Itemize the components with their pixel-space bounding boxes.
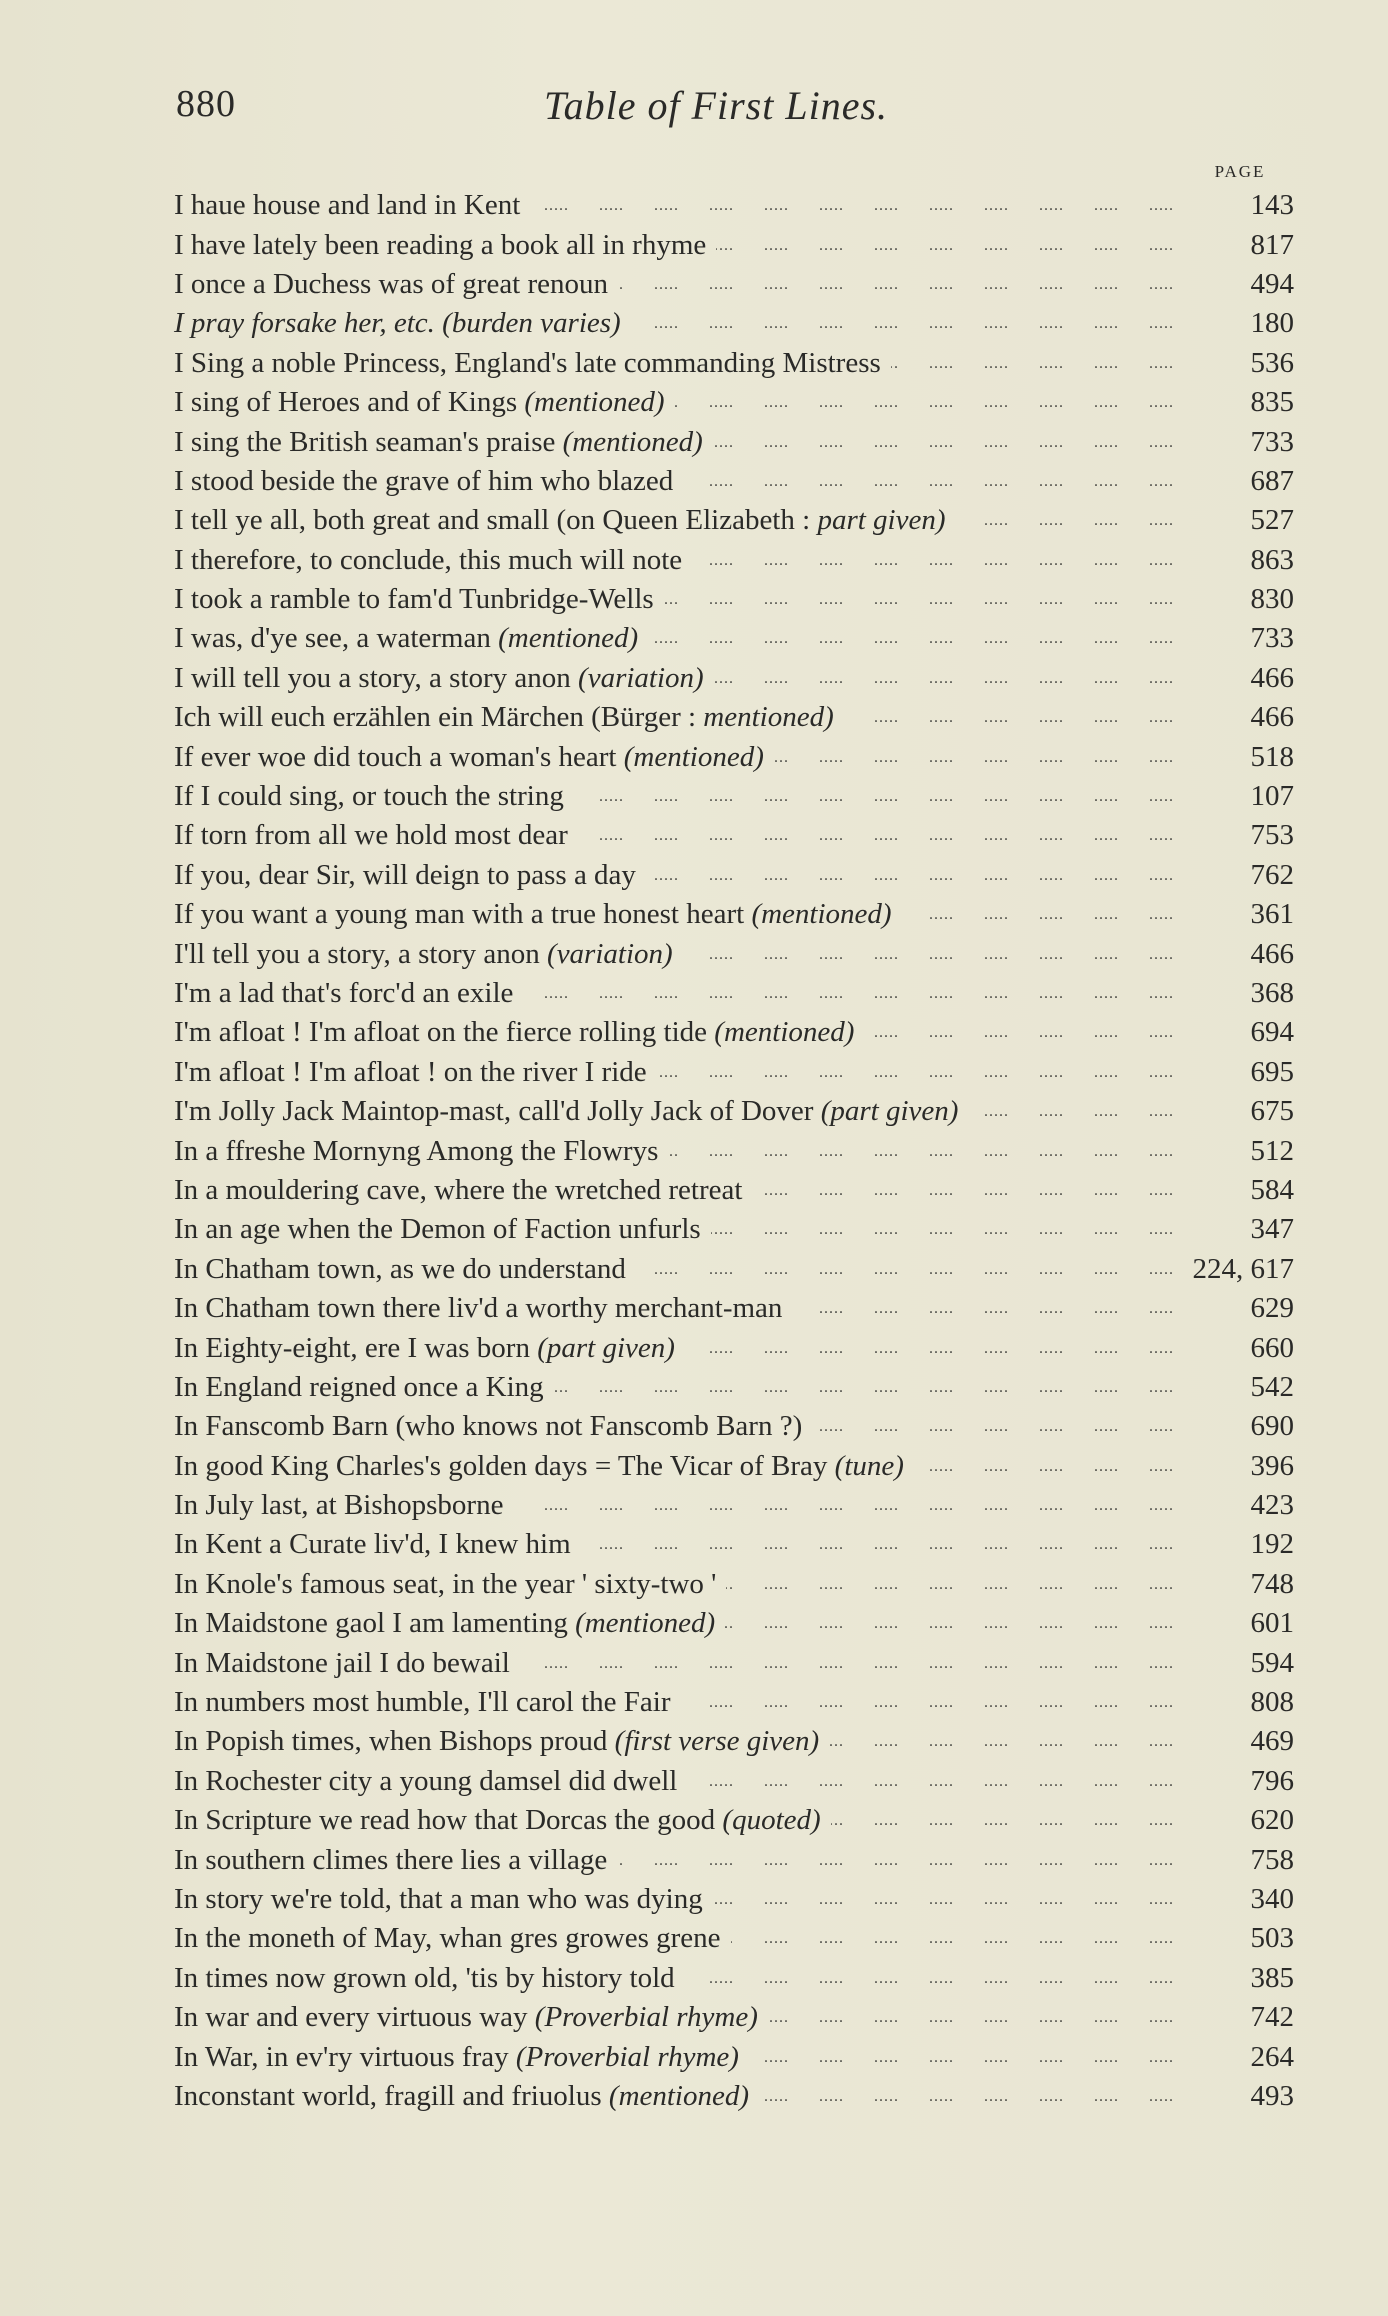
dot-leader: [513, 1486, 1174, 1525]
first-line-text: [174, 229, 706, 262]
dot-leader: [574, 777, 1174, 816]
first-line-text: [174, 426, 703, 459]
first-line-main: In Knole's famous seat, in the year ' sixty-two ': [174, 1567, 717, 1600]
first-line-text: [174, 1095, 958, 1128]
first-line-main: In an age when the Demon of Faction unfurls: [174, 1213, 701, 1246]
first-line-text: [174, 1962, 675, 1995]
first-line-note: (part given): [820, 1095, 959, 1128]
first-line-main: In numbers most humble, I'll carol the Fair: [174, 1686, 671, 1719]
list-item: [174, 383, 1294, 422]
first-line-main: I haue house and land in Kent: [174, 189, 521, 222]
dot-leader: [554, 1368, 1174, 1407]
first-line-main: In Chatham town, as we do understand: [174, 1252, 626, 1285]
first-line-note: (mentioned): [608, 2079, 750, 2112]
page-reference: 192: [1250, 1528, 1294, 1561]
first-line-note: (mentioned): [562, 425, 703, 458]
dot-leader: [683, 462, 1174, 501]
page-reference: 518: [1250, 740, 1294, 773]
first-line-text: [174, 544, 682, 577]
page-reference: 224, 617: [1192, 1252, 1294, 1285]
first-line-text: [174, 819, 568, 852]
first-line-text: [174, 1450, 904, 1483]
page-reference: 620: [1250, 1804, 1294, 1837]
list-item: [174, 737, 1294, 776]
dot-leader: [631, 304, 1174, 343]
dot-leader: [768, 1998, 1174, 2037]
list-item: [174, 777, 1294, 816]
first-line-text: [174, 504, 946, 537]
list-item: [174, 1880, 1294, 1919]
first-line-text: [174, 307, 621, 340]
first-line-note: I pray forsake her, etc. (burden varies): [174, 307, 621, 340]
page-reference: 733: [1250, 622, 1294, 655]
page-reference: 396: [1250, 1449, 1294, 1482]
first-line-text: [174, 1253, 626, 1286]
list-item: [174, 1801, 1294, 1840]
page-reference: 466: [1250, 661, 1294, 694]
first-line-main: If you want a young man with a true honest heart: [174, 898, 752, 931]
first-line-text: [174, 1844, 607, 1877]
first-line-main: In Kent a Curate liv'd, I knew him: [174, 1528, 571, 1561]
list-item: [174, 1565, 1294, 1604]
first-line-main: I'm afloat ! I'm afloat on the fierce rolling tide: [174, 1016, 715, 1049]
list-item: [174, 1486, 1294, 1525]
page-reference: 469: [1250, 1725, 1294, 1758]
dot-leader: [774, 738, 1174, 777]
first-line-text: [174, 1292, 782, 1325]
dot-leader: [759, 2077, 1174, 2116]
dot-leader: [618, 265, 1174, 304]
page-reference: 690: [1250, 1410, 1294, 1443]
first-line-text: [174, 1528, 571, 1561]
dot-leader: [674, 383, 1174, 422]
page-reference: 748: [1250, 1567, 1294, 1600]
list-item: [174, 1210, 1294, 1249]
list-item: [174, 1092, 1294, 1131]
first-line-note: (Proverbial rhyme): [534, 2001, 758, 2034]
dot-leader: [725, 1604, 1174, 1643]
list-item: [174, 895, 1294, 934]
first-line-main: I stood beside the grave of him who blazed: [174, 464, 674, 497]
page-number: 880: [176, 83, 236, 125]
first-line-text: [174, 189, 520, 222]
first-line-text: [174, 859, 636, 892]
first-line-note: (variation): [547, 937, 673, 970]
list-item: [174, 1368, 1294, 1407]
dot-leader: [657, 1053, 1174, 1092]
dot-leader: [891, 344, 1174, 383]
first-line-text: [174, 2001, 758, 2034]
first-line-main: In a mouldering cave, where the wretched retreat: [174, 1173, 743, 1206]
page-reference: 694: [1250, 1016, 1294, 1049]
dot-leader: [520, 1644, 1174, 1683]
first-line-note: (variation): [578, 661, 704, 694]
list-item: [174, 186, 1294, 225]
first-line-main: In Rochester city a young damsel did dwell: [174, 1764, 678, 1797]
page-reference: 493: [1250, 2079, 1294, 2112]
dot-leader: [681, 1683, 1174, 1722]
first-line-main: In a ffreshe Mornyng Among the Flowrys: [174, 1134, 659, 1167]
first-line-main: Ich will euch erzählen ein Märchen (Bürger :: [174, 701, 704, 734]
first-line-text: [174, 1056, 647, 1089]
list-item: [174, 1171, 1294, 1210]
first-line-text: [174, 780, 564, 813]
first-line-note: (quoted): [722, 1804, 821, 1837]
first-line-text: [174, 1804, 821, 1837]
dot-leader: [523, 974, 1174, 1013]
list-item: [174, 344, 1294, 383]
list-item: [174, 1289, 1294, 1328]
dot-leader: [581, 1525, 1174, 1564]
page-reference: 542: [1250, 1370, 1294, 1403]
page-reference: 675: [1250, 1095, 1294, 1128]
first-line-text: [174, 465, 673, 498]
page-reference: 601: [1250, 1607, 1294, 1640]
page-reference: 527: [1250, 504, 1294, 537]
list-item: [174, 1643, 1294, 1682]
page-reference: 742: [1250, 2001, 1294, 2034]
list-item: [174, 501, 1294, 540]
first-line-main: If I could sing, or touch the string: [174, 780, 564, 813]
dot-leader: [831, 1801, 1174, 1840]
first-line-main: In War, in ev'ry virtuous fray: [174, 2040, 516, 2073]
page-reference: 584: [1250, 1173, 1294, 1206]
dot-leader: [578, 816, 1174, 855]
first-line-note: (mentioned): [751, 898, 892, 931]
dot-leader: [956, 501, 1175, 540]
dot-leader: [749, 2038, 1174, 2077]
list-item: [174, 304, 1294, 343]
first-line-main: I'll tell you a story, a story anon: [174, 937, 548, 970]
list-item: [174, 1131, 1294, 1170]
page-reference: 835: [1250, 386, 1294, 419]
page-reference: 466: [1250, 937, 1294, 970]
list-item: [174, 265, 1294, 304]
page-reference: 762: [1250, 858, 1294, 891]
first-line-note: part given): [817, 504, 946, 537]
first-line-main: I sing the British seaman's praise: [174, 425, 563, 458]
page-reference: 830: [1250, 583, 1294, 616]
dot-leader: [968, 1092, 1174, 1131]
first-line-main: In southern climes there lies a village: [174, 1843, 608, 1876]
dot-leader: [713, 423, 1174, 462]
first-line-main: If ever woe did touch a woman's heart: [174, 740, 624, 773]
first-line-text: [174, 1765, 677, 1798]
list-item: [174, 1959, 1294, 1998]
first-line-main: In good King Charles's golden days = The Vicar of Bray: [174, 1449, 835, 1482]
list-item: [174, 1762, 1294, 1801]
first-line-main: If you, dear Sir, will deign to pass a day: [174, 858, 636, 891]
page-reference: 863: [1250, 543, 1294, 576]
running-title: Table of First Lines.: [544, 83, 889, 128]
list-item: [174, 2077, 1294, 2116]
first-line-main: In the moneth of May, whan gres growes grene: [174, 1922, 721, 1955]
first-line-text: [174, 741, 764, 774]
list-item: [174, 856, 1294, 895]
first-line-text: [174, 1016, 854, 1049]
first-line-main: Inconstant world, fragill and friuolus: [174, 2079, 609, 2112]
page-reference: 753: [1250, 819, 1294, 852]
page-reference: 536: [1250, 346, 1294, 379]
list-item: [174, 659, 1294, 698]
dot-leader: [692, 541, 1174, 580]
dot-leader: [752, 1171, 1174, 1210]
first-line-main: I tell ye all, both great and small (on Queen Elizabeth :: [174, 504, 818, 537]
first-line-text: [174, 1883, 703, 1916]
page-header: [176, 82, 1286, 142]
first-line-text: [174, 977, 513, 1010]
dot-leader: [636, 1250, 1174, 1289]
list-item: [174, 1525, 1294, 1564]
first-line-text: [174, 268, 608, 301]
first-line-text: [174, 898, 892, 931]
list-item: [174, 1604, 1294, 1643]
first-line-text: [174, 1922, 721, 1955]
page-column-header: PAGE: [1214, 162, 1266, 181]
first-line-main: In Fanscomb Barn (who knows not Fanscomb Barn ?): [174, 1410, 803, 1443]
first-line-text: [174, 938, 673, 971]
dot-leader: [829, 1722, 1174, 1761]
list-item: [174, 541, 1294, 580]
page-reference: 361: [1250, 898, 1294, 931]
first-lines-list: [174, 186, 1294, 2116]
first-line-main: I'm Jolly Jack Maintop-mast, call'd Jolly Jack of Dover: [174, 1095, 821, 1128]
first-line-main: I'm a lad that's forc'd an exile: [174, 977, 514, 1009]
first-line-main: I Sing a noble Princess, England's late commanding Mistress: [174, 346, 881, 379]
page-reference: 340: [1250, 1882, 1294, 1915]
dot-leader: [844, 698, 1174, 737]
first-line-main: I therefore, to conclude, this much will note: [174, 543, 683, 576]
first-line-main: In England reigned once a King: [174, 1370, 544, 1403]
first-line-main: In Eighty-eight, ere I was born: [174, 1331, 538, 1364]
list-item: [174, 619, 1294, 658]
page-reference: 758: [1250, 1843, 1294, 1876]
first-line-text: [174, 1371, 544, 1404]
first-line-text: [174, 2041, 739, 2074]
first-line-text: [174, 662, 704, 695]
list-item: [174, 974, 1294, 1013]
dot-leader: [714, 659, 1174, 698]
first-line-main: If torn from all we hold most dear: [174, 819, 568, 852]
list-item: [174, 1998, 1294, 2037]
list-item: [174, 1013, 1294, 1052]
list-item: [174, 1250, 1294, 1289]
page-reference: 423: [1250, 1489, 1294, 1522]
dot-leader: [914, 1447, 1174, 1486]
dot-leader: [792, 1289, 1174, 1328]
page-reference: 695: [1250, 1055, 1294, 1088]
first-line-note: (mentioned): [623, 740, 764, 773]
page-reference: 503: [1250, 1922, 1294, 1955]
list-item: [174, 580, 1294, 619]
dot-leader: [685, 1329, 1174, 1368]
page-reference: 808: [1250, 1686, 1294, 1719]
dot-leader: [683, 935, 1174, 974]
page-reference: 347: [1250, 1213, 1294, 1246]
list-item: [174, 422, 1294, 461]
first-line-text: [174, 386, 664, 419]
list-item: [174, 1447, 1294, 1486]
page-reference: 817: [1250, 228, 1294, 261]
page-reference: 660: [1250, 1331, 1294, 1364]
first-line-note: (first verse given): [614, 1725, 820, 1758]
first-line-text: [174, 701, 834, 734]
first-line-text: [174, 622, 638, 655]
page-reference: 466: [1250, 701, 1294, 734]
page-reference: 264: [1250, 2040, 1294, 2073]
dot-leader: [716, 226, 1174, 265]
first-line-text: [174, 1686, 671, 1719]
first-line-text: [174, 583, 654, 616]
first-line-main: In July last, at Bishopsborne: [174, 1489, 504, 1522]
dot-leader: [646, 856, 1174, 895]
dot-leader: [617, 1841, 1174, 1880]
list-item: [174, 934, 1294, 973]
dot-leader: [687, 1762, 1174, 1801]
list-item: [174, 225, 1294, 264]
list-item: [174, 1840, 1294, 1879]
page-reference: 512: [1250, 1134, 1294, 1167]
dot-leader: [864, 1013, 1174, 1052]
first-line-text: [174, 1647, 510, 1680]
first-line-text: [174, 1135, 658, 1168]
first-line-text: [174, 347, 881, 380]
dot-leader: [648, 619, 1174, 658]
first-line-note: (mentioned): [575, 1607, 716, 1640]
page-reference: 629: [1250, 1292, 1294, 1325]
list-item: [174, 1722, 1294, 1761]
first-line-main: I will tell you a story, a story anon: [174, 661, 579, 694]
list-item: [174, 1407, 1294, 1446]
first-line-note: (mentioned): [714, 1016, 855, 1049]
first-line-main: In Popish times, when Bishops proud: [174, 1725, 615, 1758]
dot-leader: [685, 1959, 1174, 1998]
list-item: [174, 1053, 1294, 1092]
page-reference: 180: [1250, 307, 1294, 340]
page-reference: 796: [1250, 1764, 1294, 1797]
page-reference: 687: [1250, 464, 1294, 497]
page-reference: 368: [1250, 977, 1294, 1009]
first-line-main: In war and every virtuous way: [174, 2001, 535, 2034]
first-line-main: I have lately been reading a book all in rhyme: [174, 228, 707, 261]
dot-leader: [812, 1407, 1174, 1446]
list-item: [174, 1328, 1294, 1367]
dot-leader: [713, 1880, 1174, 1919]
page-reference: 733: [1250, 425, 1294, 458]
first-line-note: (part given): [537, 1331, 675, 1364]
list-item: [174, 698, 1294, 737]
dot-leader: [668, 1132, 1174, 1171]
first-line-main: In Scripture we read how that Dorcas the good: [174, 1804, 723, 1837]
first-line-note: (mentioned): [524, 386, 665, 419]
first-line-text: [174, 1725, 819, 1758]
first-line-text: [174, 1489, 503, 1522]
page-reference: 594: [1250, 1646, 1294, 1679]
first-line-main: In times now grown old, 'tis by history told: [174, 1961, 675, 1994]
first-line-main: In Chatham town there liv'd a worthy merchant-man: [174, 1292, 783, 1325]
first-line-text: [174, 1213, 701, 1246]
first-line-note: (Proverbial rhyme): [515, 2040, 739, 2073]
first-line-main: I'm afloat ! I'm afloat ! on the river I ride: [174, 1055, 647, 1088]
first-line-main: I took a ramble to fam'd Tunbridge-Wells: [174, 583, 654, 616]
page-reference: 494: [1250, 267, 1294, 300]
first-line-text: [174, 1410, 802, 1443]
first-line-main: I was, d'ye see, a waterman: [174, 622, 499, 655]
list-item: [174, 1919, 1294, 1958]
list-item: [174, 1683, 1294, 1722]
first-line-main: I sing of Heroes and of Kings: [174, 386, 525, 419]
first-line-main: In Maidstone gaol I am lamenting: [174, 1607, 576, 1640]
first-line-main: In story we're told, that a man who was dying: [174, 1882, 703, 1915]
dot-leader: [902, 895, 1174, 934]
first-line-main: In Maidstone jail I do bewail: [174, 1646, 510, 1679]
first-line-note: (mentioned): [498, 622, 639, 655]
page-reference: 143: [1250, 189, 1294, 222]
list-item: [174, 816, 1294, 855]
dot-leader: [731, 1919, 1174, 1958]
dot-leader: [530, 186, 1174, 225]
page-reference: 385: [1250, 1961, 1294, 1994]
list-item: [174, 2037, 1294, 2076]
first-line-text: [174, 1568, 716, 1601]
dot-leader: [726, 1565, 1174, 1604]
page-reference: 107: [1250, 780, 1294, 813]
first-line-text: [174, 1332, 675, 1365]
dot-leader: [711, 1210, 1174, 1249]
first-line-text: [174, 2080, 749, 2113]
first-line-text: [174, 1174, 742, 1207]
dot-leader: [664, 580, 1174, 619]
first-line-note: mentioned): [703, 701, 834, 734]
first-line-main: I once a Duchess was of great renoun: [174, 267, 609, 300]
list-item: [174, 462, 1294, 501]
first-line-note: (tune): [834, 1449, 904, 1482]
first-line-text: [174, 1607, 715, 1640]
